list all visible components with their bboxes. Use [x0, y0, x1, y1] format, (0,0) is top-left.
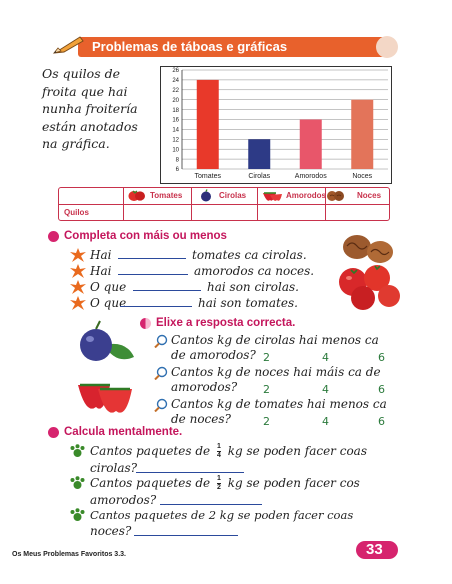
s2-q2-line1: Cantos kg de noces hai máis ca de	[171, 365, 381, 379]
section-bullet	[48, 427, 59, 438]
splat-icon	[70, 280, 86, 294]
answer-blank-s3-q1[interactable]	[136, 472, 244, 473]
s1-item-3-prefix: O que	[90, 280, 127, 294]
table-col-noces: Noces	[357, 191, 382, 200]
paw-icon	[70, 508, 85, 522]
s3-q1-line1: Cantos paquetes de $\frac{1}{4}$ kg se poden facer coas	[90, 443, 367, 459]
fraction-half: $\frac{1}{2}$	[216, 475, 221, 491]
y-tick-label: 10	[172, 147, 179, 154]
x-tick-label: Cirolas	[248, 173, 271, 180]
s2-q3-line1: Cantos kg de tomates hai menos ca	[171, 397, 387, 411]
s3-q3-line1: Cantos paquetes de 2 kg se poden facer coas	[90, 508, 354, 522]
s1-item-1-prefix: Hai	[90, 248, 112, 262]
splat-icon	[70, 248, 86, 262]
magnifier-icon	[154, 334, 168, 348]
tomato-icon	[128, 189, 146, 202]
x-tick-label: Amorodos	[294, 173, 327, 180]
s2-q2-option-6[interactable]: 6	[378, 383, 385, 396]
paw-icon	[70, 444, 85, 458]
answer-blank-s1-2[interactable]	[118, 274, 188, 275]
y-tick-label: 12	[172, 137, 179, 144]
answer-blank-s1-4[interactable]	[120, 306, 192, 307]
splat-icon	[70, 296, 86, 310]
y-tick-label: 8	[175, 157, 179, 164]
section-bullet	[140, 318, 151, 329]
table-row-label: Quilos	[64, 208, 89, 217]
page-number: 33	[366, 541, 383, 558]
s3-q2-line1: Cantos paquetes de $\frac{1}{2}$ kg se poden facer cos	[90, 475, 360, 491]
x-tick-label: Tomates	[194, 173, 221, 180]
s2-q3-option-6[interactable]: 6	[378, 415, 385, 428]
table-col-tomates: Tomates	[150, 191, 183, 200]
bar-amorodos	[300, 120, 322, 170]
s2-q3-line2: de noces?	[171, 412, 231, 426]
section1-title: Completa con máis ou menos	[64, 230, 227, 242]
bar-tomates	[197, 80, 219, 169]
s1-item-2-suffix: amorodos ca noces.	[194, 264, 315, 278]
s2-q2-option-4[interactable]: 4	[322, 383, 329, 396]
bar-noces	[351, 100, 373, 169]
answer-blank-s3-q2[interactable]	[160, 504, 262, 505]
s3-q3-line2: noces?	[90, 524, 132, 538]
answer-cell-amorodos[interactable]	[258, 205, 324, 219]
magnifier-icon	[154, 398, 168, 412]
s2-q2-line2: amorodos?	[171, 380, 238, 394]
s1-item-2-prefix: Hai	[90, 264, 112, 278]
footer-book-title: Os Meus Problemas Favoritos 3.3.	[12, 551, 126, 558]
walnuts-tomatoes-illustration	[335, 230, 407, 312]
y-tick-label: 24	[172, 78, 179, 85]
answer-blank-s1-1[interactable]	[118, 258, 186, 259]
table-col-amorodos: Amorodos	[286, 191, 326, 200]
bar-cirolas	[248, 139, 270, 169]
s2-q3-option-2[interactable]: 2	[263, 415, 270, 428]
s2-q3-option-4[interactable]: 4	[322, 415, 329, 428]
y-tick-label: 20	[172, 97, 179, 104]
section2-title: Elixe a resposta correcta.	[156, 317, 296, 329]
s1-item-3-suffix: hai son cirolas.	[207, 280, 299, 294]
bar-chart	[160, 66, 392, 184]
page-title: Problemas de táboas e gráficas	[92, 39, 288, 54]
s2-q2-option-2[interactable]: 2	[263, 383, 270, 396]
s2-q1-option-4[interactable]: 4	[322, 351, 329, 364]
plum-icon	[200, 189, 212, 202]
s1-item-1-suffix: tomates ca cirolas.	[192, 248, 307, 262]
section3-title: Calcula mentalmente.	[64, 426, 183, 438]
table-col-cirolas: Cirolas	[219, 191, 247, 200]
answer-blank-s3-q3[interactable]	[134, 535, 238, 536]
section-bullet	[48, 231, 59, 242]
fraction-quarter: $\frac{1}{4}$	[216, 443, 221, 459]
answer-cell-tomates[interactable]	[124, 205, 190, 219]
magnifier-icon	[154, 366, 168, 380]
y-tick-label: 18	[172, 107, 179, 114]
y-tick-label: 6	[175, 167, 179, 174]
plums-strawberries-illustration	[76, 315, 138, 420]
y-tick-label: 22	[172, 88, 179, 94]
s2-q1-option-6[interactable]: 6	[378, 351, 385, 364]
x-tick-label: Noces	[352, 173, 373, 180]
answer-cell-cirolas[interactable]	[192, 205, 256, 219]
y-tick-label: 26	[172, 68, 179, 75]
s3-q1-line2: cirolas?	[90, 461, 138, 475]
s3-q2-line2: amorodos?	[90, 493, 157, 507]
s1-item-4-prefix: O que	[90, 296, 127, 310]
s2-q1-option-2[interactable]: 2	[263, 351, 270, 364]
walnut-icon	[326, 189, 346, 202]
intro-text: Os quilos de froita que hai nunha froitería están anotados na gráfica.	[42, 66, 138, 151]
pencil-icon	[52, 34, 84, 56]
s2-q1-line1: Cantos kg de cirolas hai menos ca	[171, 333, 379, 347]
answer-blank-s1-3[interactable]	[133, 290, 201, 291]
y-tick-label: 14	[172, 127, 179, 134]
y-tick-label: 16	[172, 117, 179, 124]
s1-item-4-suffix: hai son tomates.	[198, 296, 298, 310]
answer-cell-noces[interactable]	[326, 205, 386, 219]
splat-icon	[70, 264, 86, 278]
s2-q1-line2: de amorodos?	[171, 348, 256, 362]
paw-icon	[70, 476, 85, 490]
strawberry-icon	[261, 189, 283, 202]
